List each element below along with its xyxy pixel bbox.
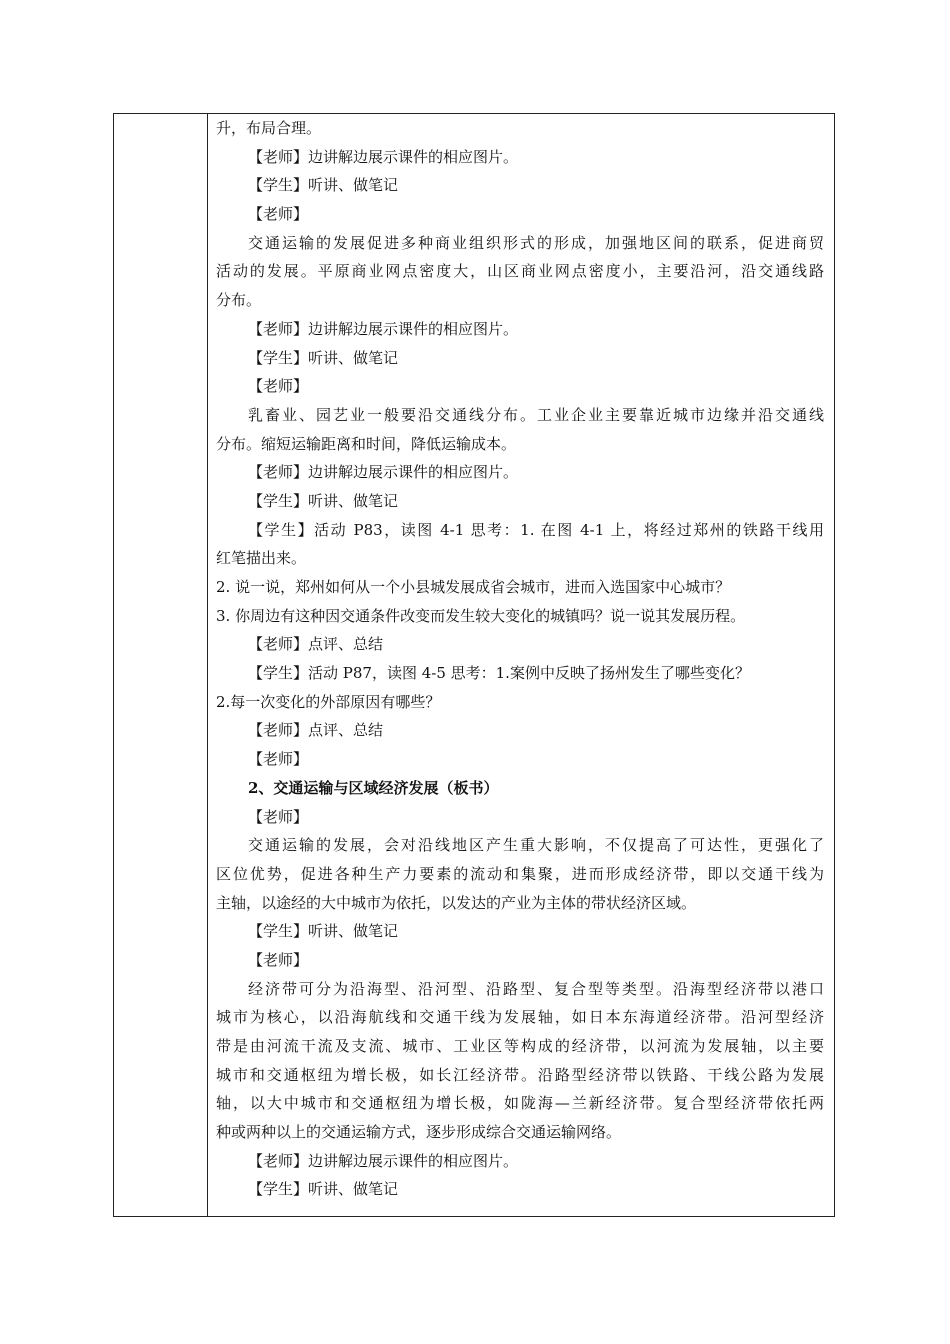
paragraph-line: 区位优势，促进各种生产力要素的流动和集聚，进而形成经济带，即以交通干线为	[216, 864, 824, 883]
activity-line: 【学生】活动 P87，读图 4-5 思考：1.案例中反映了扬州发生了哪些变化？	[248, 664, 750, 683]
activity-line: 红笔描出来。	[216, 549, 307, 568]
lesson-table	[113, 113, 835, 1217]
teacher-line: 【老师】边讲解边展示课件的相应图片。	[248, 1151, 519, 1170]
table-left-column	[114, 114, 208, 1216]
paragraph-line: 轴，以大中城市和交通枢纽为增长极，如陇海—兰新经济带。复合型经济带依托两	[216, 1094, 824, 1113]
teacher-line: 【老师】	[248, 377, 309, 396]
paragraph-line: 带是由河流干流及支流、城市、工业区等构成的经济带，以河流为发展轴，以主要	[216, 1037, 824, 1055]
teacher-line: 【老师】	[248, 750, 309, 769]
teacher-line: 【老师】	[248, 205, 309, 224]
student-line: 【学生】听讲、做笔记	[248, 922, 399, 941]
text-line: 升，布局合理。	[216, 119, 322, 137]
question-line: 3. 你周边有这种因交通条件改变而发生较大变化的城镇吗？说一说其发展历程。	[216, 606, 746, 625]
paragraph-line: 乳畜业、园艺业一般要沿交通线分布。工业企业主要靠近城市边缘并沿交通线	[248, 405, 824, 424]
paragraph-line: 分布。缩短运输距离和时间，降低运输成本。	[216, 434, 517, 453]
student-line: 【学生】听讲、做笔记	[248, 348, 399, 367]
question-line: 2. 说一说，郑州如何从一个小县城发展成省会城市，进而入选国家中心城市？	[216, 578, 731, 596]
student-line: 【学生】听讲、做笔记	[248, 176, 399, 195]
paragraph-line: 主轴，以途经的大中城市为依托，以发达的产业为主体的带状经济区域。	[216, 893, 697, 912]
teacher-line: 【老师】边讲解边展示课件的相应图片。	[248, 147, 519, 166]
student-line: 【学生】听讲、做笔记	[248, 491, 399, 510]
paragraph-line: 分布。	[216, 291, 262, 310]
paragraph-line: 城市和交通枢纽为增长极，如长江经济带。沿路型经济带以铁路、干线公路为发展	[216, 1065, 824, 1084]
teacher-line: 【老师】点评、总结	[248, 721, 384, 740]
paragraph-line: 经济带可分为沿海型、沿河型、沿路型、复合型等类型。沿海型经济带以港口	[248, 979, 824, 998]
activity-line: 【学生】活动 P83，读图 4-1 思考：1. 在图 4-1 上，将经过郑州的铁路干线用	[248, 520, 824, 539]
teacher-line: 【老师】	[248, 807, 309, 826]
paragraph-line: 交通运输的发展促进多种商业组织形式的形成，加强地区间的联系，促进商贸	[248, 233, 824, 252]
section-heading: 2、交通运输与区域经济发展（板书）	[248, 778, 499, 797]
teacher-line: 【老师】边讲解边展示课件的相应图片。	[248, 463, 519, 482]
paragraph-line: 交通运输的发展，会对沿线地区产生重大影响，不仅提高了可达性，更强化了	[248, 836, 824, 855]
teacher-line: 【老师】点评、总结	[248, 635, 384, 654]
teacher-line: 【老师】	[248, 950, 309, 969]
paragraph-line: 种或两种以上的交通运输方式，逐步形成综合交通运输网络。	[216, 1123, 622, 1142]
teacher-line: 【老师】边讲解边展示课件的相应图片。	[248, 319, 519, 338]
question-line: 2.每一次变化的外部原因有哪些？	[216, 692, 441, 711]
paragraph-line: 活动的发展。平原商业网点密度大，山区商业网点密度小，主要沿河，沿交通线路	[216, 262, 824, 281]
student-line: 【学生】听讲、做笔记	[248, 1180, 399, 1199]
table-content-column	[208, 114, 834, 1216]
paragraph-line: 城市为核心，以沿海航线和交通干线为发展轴，如日本东海道经济带。沿河型经济	[216, 1008, 824, 1027]
